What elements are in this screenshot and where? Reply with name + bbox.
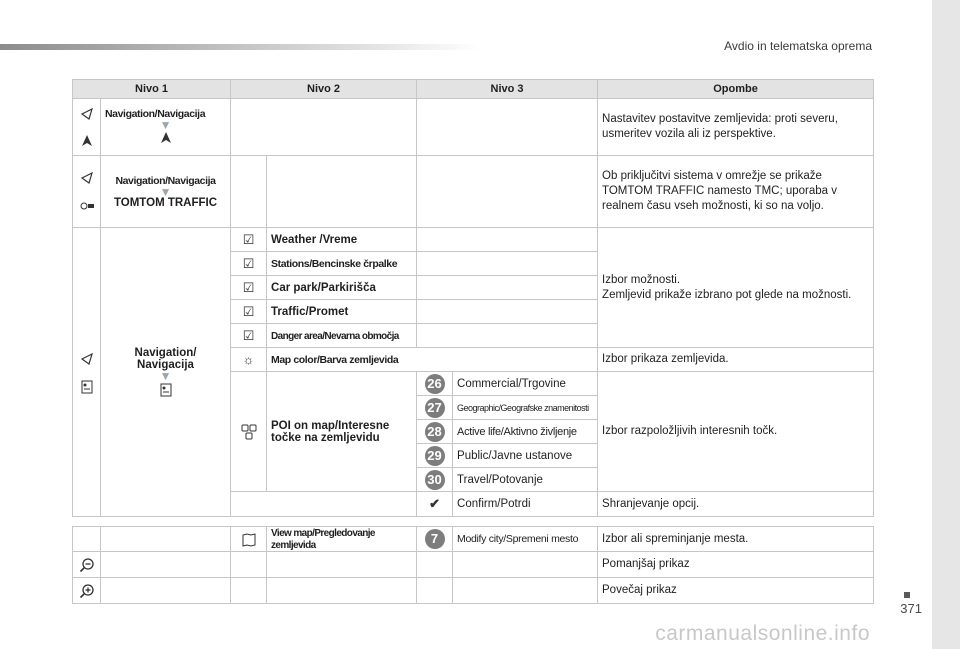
group-level1-label: Navigation/ Navigacija	[134, 347, 197, 371]
checkbox-icon: ☑	[242, 231, 255, 247]
poi-label: POI on map/Interesne točke na zemljevidu	[271, 419, 390, 444]
poi-public-label: Public/Javne ustanove	[457, 449, 573, 462]
poi-badge-30: 30	[425, 470, 445, 490]
checkmark-icon: ✔	[429, 496, 440, 511]
settings-table	[72, 79, 874, 517]
down-arrow-icon: ▼	[159, 184, 172, 199]
poi-map-icon	[241, 424, 257, 440]
view-map-label: View map/Pregledovanje zemljevida	[271, 528, 375, 551]
row2-note: Ob priključitvi sistema v omrežje se prikaže TOMTOM TRAFFIC namesto TMC; uporaba v realnem času vseh možnosti, ki so na voljo.	[598, 156, 874, 228]
settings-table-lower	[72, 526, 874, 604]
north-arrow-icon	[158, 130, 174, 146]
navigation-icon	[79, 350, 95, 366]
traffic-label: Traffic/Promet	[271, 305, 349, 318]
modify-city-note: Izbor ali spreminjanje mesta.	[598, 527, 874, 552]
zoom-in-icon	[79, 583, 95, 599]
day-night-icon: ☼	[242, 351, 255, 367]
poi-badge-27: 27	[425, 398, 445, 418]
confirm-label: Confirm/Potrdi	[457, 498, 531, 510]
view-map-icon	[241, 531, 257, 547]
row1-note: Nastavitev postavitve zemljevida: proti severu, usmeritev vozila ali iz perspektive.	[598, 99, 874, 156]
table-row	[73, 578, 874, 604]
danger-area-label: Danger area/Nevarna območja	[271, 330, 399, 342]
down-arrow-icon: ▼	[159, 369, 172, 383]
header-nivo3: Nivo 3	[417, 80, 598, 99]
table-row	[73, 527, 874, 552]
header-nivo1: Nivo 1	[73, 80, 231, 99]
table-row	[73, 228, 874, 252]
checkbox-icon: ☑	[242, 279, 255, 295]
header-nivo2: Nivo 2	[231, 80, 417, 99]
modify-city-badge: 7	[425, 529, 445, 549]
row1-level1-label: Navigation/Navigacija	[105, 108, 206, 120]
table-row	[73, 99, 874, 156]
car-park-label: Car park/Parkirišča	[271, 281, 376, 294]
navigation-icon	[79, 105, 95, 121]
map-settings-icon	[158, 381, 174, 397]
page-marker	[904, 592, 910, 598]
poi-active-life-label: Active life/Aktivno življenje	[457, 425, 577, 438]
table-row	[73, 552, 874, 578]
navigation-icon	[79, 170, 95, 186]
zoom-out-icon	[79, 557, 95, 573]
row2-level1-label: Navigation/Navigacija	[115, 174, 216, 187]
poi-badge-26: 26	[425, 374, 445, 394]
poi-badge-29: 29	[425, 446, 445, 466]
down-arrow-icon: ▼	[159, 118, 172, 132]
row2-icons	[73, 156, 101, 228]
table-row	[73, 156, 874, 228]
row1-icons	[73, 99, 101, 156]
tomtom-traffic-icon	[79, 198, 95, 214]
poi-geographic-label: Geographic/Geografske znamenitosti	[457, 402, 589, 413]
poi-travel-label: Travel/Potovanje	[457, 473, 543, 486]
page-number: 371	[900, 601, 922, 616]
poi-badge-28: 28	[425, 422, 445, 442]
stations-label: Stations/Bencinske črpalke	[271, 257, 398, 270]
header-gradient-bar	[0, 44, 480, 50]
checkbox-icon: ☑	[242, 327, 255, 343]
checkbox-icon: ☑	[242, 303, 255, 319]
map-settings-icon	[79, 378, 95, 394]
weather-label: Weather /Vreme	[271, 233, 358, 246]
confirm-note: Shranjevanje opcij.	[598, 492, 874, 517]
items-note: Izbor možnosti. Zemljevid prikaže izbrano pot glede na možnosti.	[598, 228, 874, 348]
map-color-note: Izbor prikaza zemljevida.	[598, 348, 874, 372]
table-header-row	[73, 80, 874, 99]
map-color-label: Map color/Barva zemljevida	[271, 353, 399, 366]
tomtom-traffic-label: TOMTOM TRAFFIC	[113, 196, 218, 209]
checkbox-icon: ☑	[242, 255, 255, 271]
watermark: carmanualsonline.info	[655, 622, 870, 645]
poi-commercial-label: Commercial/Trgovine	[457, 377, 566, 390]
north-arrow-icon	[79, 133, 95, 149]
modify-city-label: Modify city/Spremeni mesto	[457, 533, 579, 545]
page-header-title: Avdio in telematska oprema	[724, 39, 872, 53]
poi-note: Izbor razpoložljivih interesnih točk.	[598, 372, 874, 492]
header-opombe: Opombe	[598, 80, 874, 99]
zoom-out-note: Pomanjšaj prikaz	[598, 552, 874, 578]
side-band	[932, 0, 960, 649]
zoom-in-note: Povečaj prikaz	[598, 578, 874, 604]
